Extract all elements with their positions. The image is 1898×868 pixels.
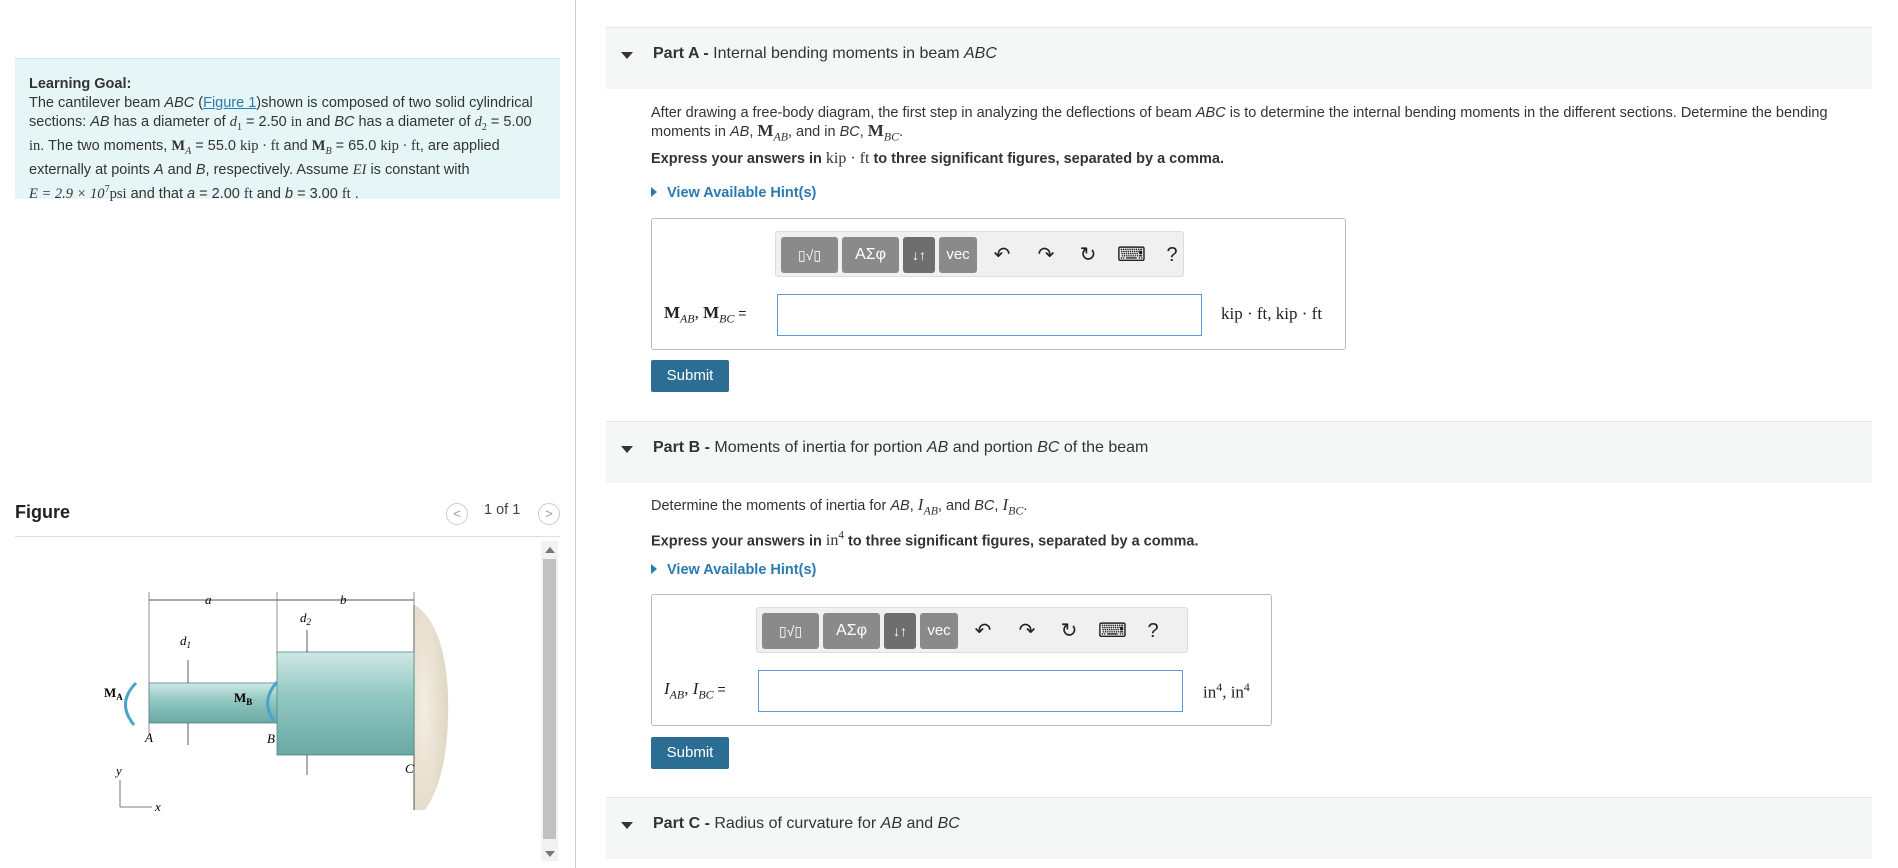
figure-pager: 1 of 1	[484, 502, 521, 518]
redo-icon[interactable]: ↷	[1037, 244, 1055, 266]
expand-triangle-icon	[651, 187, 657, 197]
collapse-caret-icon[interactable]	[621, 446, 633, 453]
part-b-toolbar	[756, 607, 1188, 653]
part-a-hint-link[interactable]: View Available Hint(s)	[651, 185, 816, 201]
undo-icon[interactable]: ↶	[974, 620, 992, 642]
collapse-caret-icon[interactable]	[621, 52, 633, 59]
keyboard-icon[interactable]: ⌨	[1117, 244, 1146, 266]
wall-support	[414, 605, 448, 810]
collapse-caret-icon[interactable]	[621, 822, 633, 829]
scroll-up-icon[interactable]	[545, 547, 555, 553]
x-axis-label: x	[155, 799, 161, 814]
shaft-AB	[149, 683, 279, 723]
part-a-description: After drawing a free-body diagram, the first step in analyzing the deflections of beam ABC is to determine the internal bending moments in the different sections. Determine the bending moments in AB, $M_{AB}$, and in BC, $M_{BC}$.	[651, 105, 1828, 144]
part-a-instructions: Express your answers in kip · ft to three significant figures, separated by a comma.	[651, 150, 1224, 167]
learning-goal	[15, 58, 560, 202]
greek-symbols-button[interactable]: ΑΣφ	[842, 237, 899, 273]
part-b-description: Determine the moments of inertia for AB, $I_{AB}$, and BC, $I_{BC}$.	[651, 495, 1028, 518]
expand-triangle-icon	[651, 564, 657, 574]
moment-A-label: $M_A$	[104, 685, 123, 702]
figure-title: Figure	[15, 502, 71, 522]
point-A-label: A	[145, 730, 153, 745]
vector-button[interactable]: vec	[920, 613, 958, 649]
part-c-title: Part C - Radius of curvature for AB and BC	[653, 815, 960, 832]
figure-link[interactable]: Figure 1	[203, 95, 257, 111]
part-a-answer-box	[651, 218, 1346, 350]
figure-header	[15, 498, 560, 537]
redo-icon[interactable]: ↷	[1018, 620, 1036, 642]
d2-label: $d_2$	[300, 610, 311, 627]
next-figure-button[interactable]: >	[538, 503, 560, 525]
y-axis-label: y	[116, 763, 122, 778]
dim-a-label: a	[205, 592, 212, 607]
part-a-submit-button[interactable]: Submit	[651, 360, 729, 392]
point-C-label: C	[405, 761, 414, 776]
part-b-units: $in^4$, $in^4$	[1203, 680, 1250, 702]
part-c-header[interactable]	[606, 797, 1872, 859]
part-b-title: Part B - Moments of inertia for portion AB and portion BC of the beam	[653, 439, 1149, 456]
learning-goal-heading: Learning Goal:	[29, 76, 132, 92]
help-icon[interactable]: ?	[1147, 620, 1159, 642]
dim-b-label: b	[340, 592, 347, 607]
scroll-down-icon[interactable]	[545, 851, 555, 857]
part-a-units: kip · ft, kip · ft	[1221, 304, 1323, 323]
scroll-thumb[interactable]	[543, 559, 556, 839]
reset-icon[interactable]: ↻	[1079, 244, 1097, 266]
part-a-answer-input[interactable]	[777, 294, 1202, 336]
part-b-submit-button[interactable]: Submit	[651, 737, 729, 769]
part-b-answer-label: $I_{AB}$, $I_{BC}$ =	[664, 679, 726, 702]
part-a-toolbar	[775, 231, 1184, 277]
greek-symbols-button[interactable]: ΑΣφ	[823, 613, 880, 649]
moment-B-label: $M_B$	[234, 690, 253, 707]
learning-goal-text: The cantilever beam ABC (Figure 1)shown is composed of two solid cylindrical sections: AB has a diameter of $d_1 = 2.50$ in and BC has a diameter of $d_2 = 5.00$ in. The two moments, $M_A = 55.0$ kip · ft and $M_B = 65.0$ kip · ft, are applied externally at points A and B, respectively. Assume EI is constant with $E = 2.9 \times 10^7psi$ and that a = 2.00 ft and b = 3.00 ft .	[29, 95, 533, 202]
keyboard-icon[interactable]: ⌨	[1098, 620, 1127, 642]
prev-figure-button[interactable]: <	[446, 503, 468, 525]
moment-A-arrow	[125, 683, 136, 725]
undo-icon[interactable]: ↶	[993, 244, 1011, 266]
point-B-label: B	[267, 731, 275, 746]
d1-label: $d_1$	[180, 633, 191, 650]
reset-icon[interactable]: ↻	[1060, 620, 1078, 642]
templates-button[interactable]: ▯√▯	[762, 613, 819, 649]
templates-button[interactable]: ▯√▯	[781, 237, 838, 273]
sub-superscript-button[interactable]: ↓↑	[884, 613, 916, 649]
part-b-answer-box	[651, 594, 1272, 726]
part-a-header[interactable]	[606, 27, 1872, 89]
vector-button[interactable]: vec	[939, 237, 977, 273]
part-b-instructions: Express your answers in $in^4$ to three significant figures, separated by a comma.	[651, 530, 1199, 550]
part-b-header[interactable]	[606, 421, 1872, 483]
part-a-answer-label: $M_{AB}$, $M_{BC}$ =	[664, 303, 747, 326]
shaft-BC	[277, 652, 414, 755]
beam-figure	[100, 585, 460, 820]
part-b-hint-link[interactable]: View Available Hint(s)	[651, 562, 816, 578]
help-icon[interactable]: ?	[1166, 244, 1178, 266]
left-panel	[0, 0, 576, 868]
part-b-answer-input[interactable]	[758, 670, 1183, 712]
figure-scrollbar[interactable]	[541, 541, 558, 861]
sub-superscript-button[interactable]: ↓↑	[903, 237, 935, 273]
part-a-title: Part A - Internal bending moments in beam ABC	[653, 45, 997, 62]
